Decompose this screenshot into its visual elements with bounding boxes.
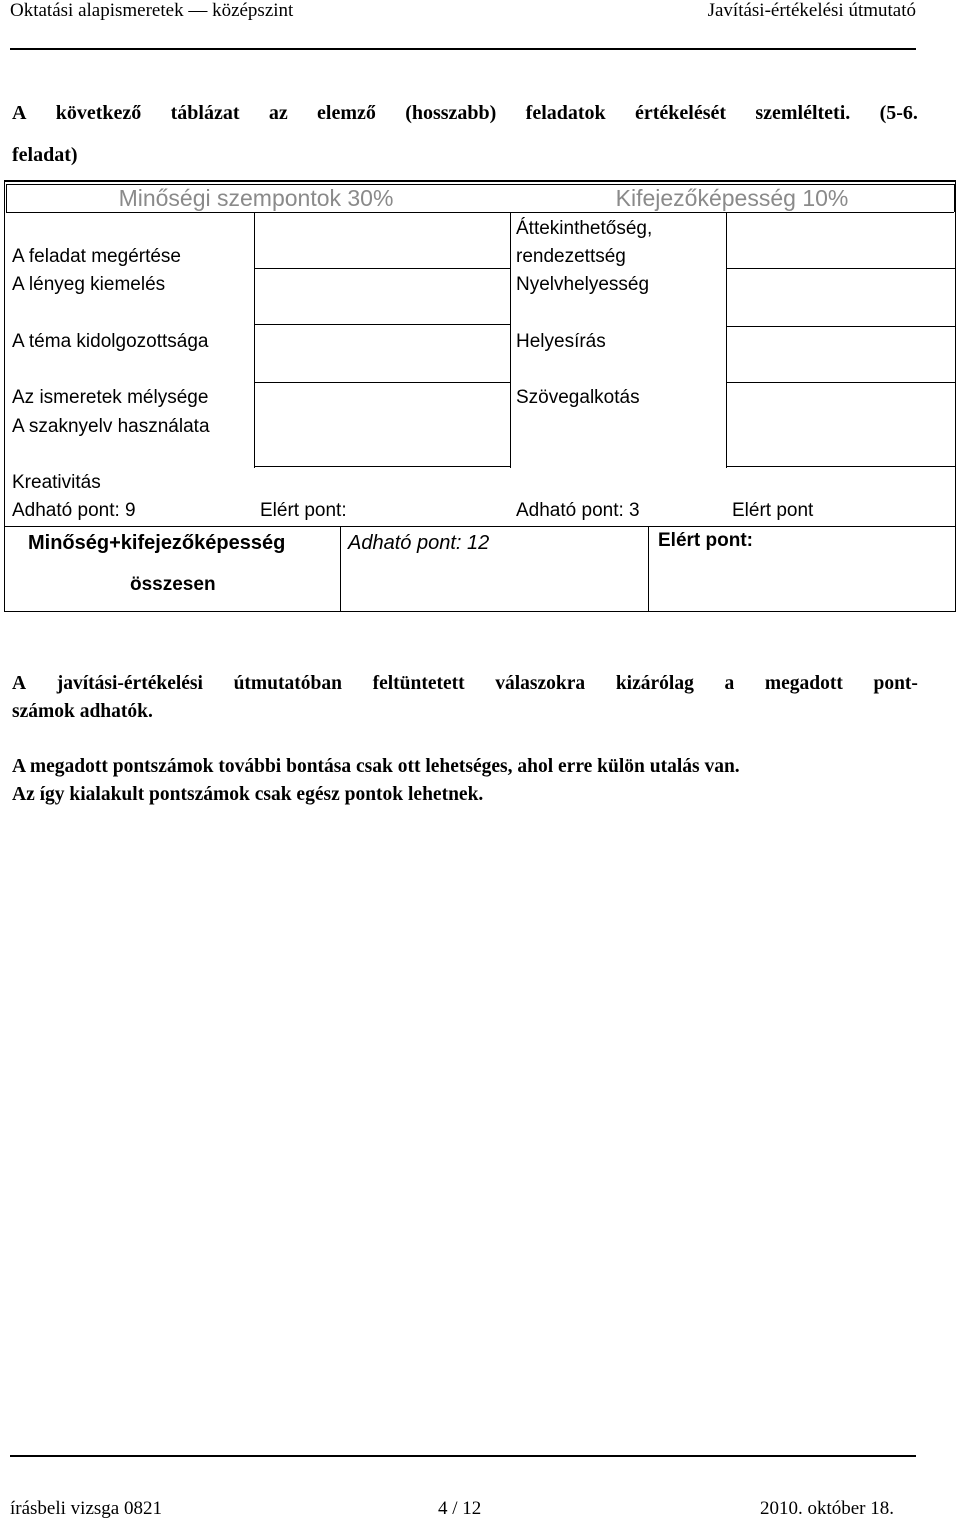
note-word: javítási-értékelési — [56, 673, 203, 694]
note-paragraph-2 — [12, 753, 918, 809]
header-rule — [10, 48, 916, 50]
expression-scored-points: Elért pont — [732, 500, 814, 521]
note-word: útmutatóban — [233, 673, 342, 694]
page-header — [10, 0, 916, 24]
table-rule — [254, 466, 510, 467]
footer-date: 2010. október 18. — [759, 1498, 894, 1519]
intro-word: táblázat — [170, 102, 240, 124]
note-word: pont- — [873, 673, 918, 694]
table-border-top — [4, 180, 956, 182]
header-doc-type: Javítási-értékelési útmutató — [707, 0, 916, 21]
table-rule — [254, 382, 510, 383]
table-rule — [726, 268, 956, 269]
table-border-left — [4, 180, 5, 612]
footer-exam-code: írásbeli vizsga 0821 — [10, 1498, 162, 1519]
intro-word: elemző — [317, 102, 376, 124]
table-rule — [726, 466, 956, 467]
expression-criteria-header: Kifejezőképesség 10% — [615, 185, 849, 211]
table-total-rule — [4, 526, 956, 527]
note-paragraph-1 — [12, 670, 918, 726]
criterion-composition: Szövegalkotás — [516, 387, 640, 408]
criterion-spelling: Helyesírás — [516, 331, 606, 352]
intro-word: az — [268, 102, 288, 124]
intro-word: (hosszabb) — [405, 102, 497, 124]
intro-word: következő — [55, 102, 142, 124]
criterion-knowledge-depth: Az ismeretek mélysége — [12, 387, 209, 408]
assessment-table — [4, 180, 956, 612]
note-word: megadott — [764, 673, 843, 694]
note-1-line-1 — [12, 670, 918, 698]
intro-line-1 — [12, 92, 918, 134]
table-border-bottom — [4, 611, 956, 612]
table-col-divider — [510, 212, 511, 468]
table-rule — [726, 326, 956, 327]
expression-max-points: Adható pont: 3 — [516, 500, 640, 521]
total-scored-points: Elért pont: — [658, 530, 753, 551]
note-word: kizárólag — [615, 673, 694, 694]
note-word: A — [12, 673, 27, 694]
total-label: Minőség+kifejezőképesség — [28, 532, 286, 554]
intro-line-2: feladat) — [12, 144, 78, 166]
intro-word: A — [12, 102, 27, 124]
table-total-divider — [648, 526, 649, 612]
intro-word: feladatok — [525, 102, 606, 124]
criterion-terminology: A szaknyelv használata — [12, 416, 210, 437]
table-rule — [254, 268, 510, 269]
table-rule — [254, 324, 510, 325]
intro-paragraph — [12, 92, 918, 176]
table-col-divider — [726, 212, 727, 468]
footer-rule — [10, 1455, 916, 1457]
total-max-points: Adható pont: 12 — [348, 532, 490, 554]
criterion-task-understanding: A feladat megértése — [12, 246, 181, 267]
note-2-line-2: Az így kialakult pontszámok csak egész pontok lehetnek. — [12, 784, 484, 805]
header-subject: Oktatási alapismeretek — középszint — [10, 0, 294, 21]
criterion-topic-elaboration: A téma kidolgozottsága — [12, 331, 209, 352]
intro-word: (5-6. — [879, 102, 918, 124]
quality-max-points: Adható pont: 9 — [12, 500, 136, 521]
criterion-clarity: Áttekinthetőség, — [516, 218, 653, 239]
quality-criteria-header: Minőségi szempontok 30% — [118, 185, 394, 211]
note-word: válaszokra — [495, 673, 586, 694]
footer-page-number: 4 / 12 — [438, 1498, 482, 1519]
criterion-main-points: A lényeg kiemelés — [12, 274, 166, 295]
intro-word: szemlélteti. — [755, 102, 851, 124]
note-2-line-1: A megadott pontszámok további bontása csak ott lehetséges, ahol erre külön utalás van. — [12, 756, 740, 777]
intro-word: értékelését — [634, 102, 727, 124]
note-word: feltüntetett — [372, 673, 465, 694]
note-1-line-2: számok adhatók. — [12, 701, 153, 722]
table-header-rule — [6, 212, 954, 213]
table-border-right — [955, 180, 956, 612]
quality-scored-points: Elért pont: — [260, 500, 347, 521]
note-word: a — [724, 673, 735, 694]
table-total-divider — [340, 526, 341, 612]
table-col-divider — [254, 212, 255, 468]
criterion-grammar: Nyelvhelyesség — [516, 274, 650, 295]
criterion-orderliness: rendezettség — [516, 246, 626, 267]
table-rule — [726, 382, 956, 383]
criterion-creativity: Kreativitás — [12, 472, 101, 493]
total-label-line-2: összesen — [130, 574, 216, 595]
